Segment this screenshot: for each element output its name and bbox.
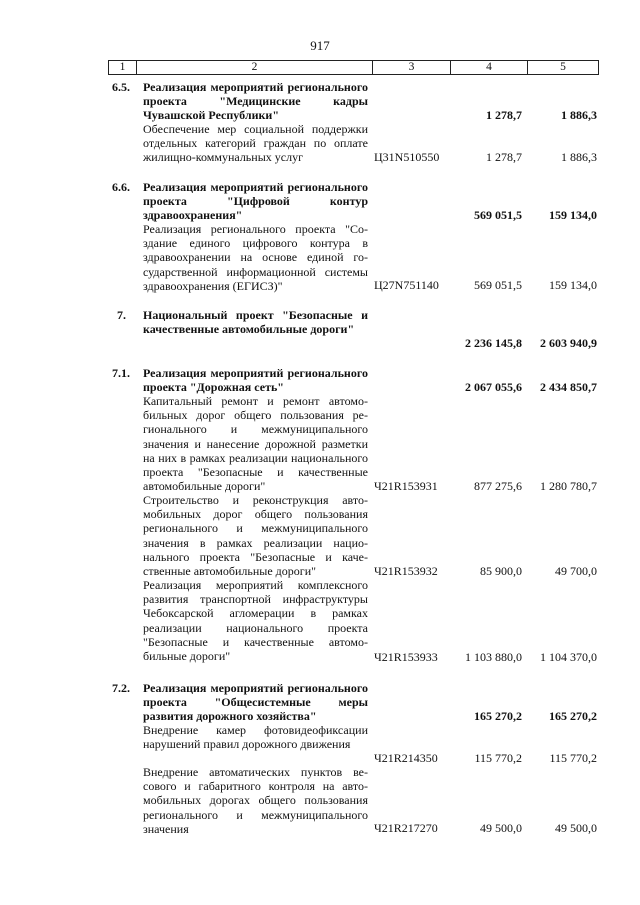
section-total-col5: 165 270,2 bbox=[549, 709, 597, 723]
page-number: 917 bbox=[310, 38, 330, 53]
section-title: Реализация мероприятий регионального проекта "Медицинские кадры Чувашской Республики" bbox=[143, 80, 368, 123]
item-value-col4: 115 770,2 bbox=[474, 751, 522, 765]
section-number: 7.2. bbox=[112, 681, 130, 695]
section-total-col4: 2 067 055,6 bbox=[465, 380, 522, 394]
item-value-col5: 159 134,0 bbox=[549, 278, 597, 292]
section-total-col4: 1 278,7 bbox=[486, 108, 522, 122]
section-title: Реализация мероприятий регионального проекта "Общесистемные меры развития дорожного хозяйства" bbox=[143, 681, 368, 724]
item-value-col5: 115 770,2 bbox=[549, 751, 597, 765]
item-code: Ц27N751140 bbox=[374, 278, 439, 292]
item-description: Обеспечение мер социальной поддержки отдельных категорий граждан по оплате жилищно-коммунальных услуг bbox=[143, 122, 368, 165]
column-header-2: 2 bbox=[136, 61, 372, 74]
item-description: Внедрение камер фотовидеофиксации нарушений правил дорожного движения bbox=[143, 723, 368, 752]
section-total-col4: 2 236 145,8 bbox=[465, 336, 522, 350]
column-header-4: 4 bbox=[450, 61, 527, 74]
section-total-col4: 569 051,5 bbox=[474, 208, 522, 222]
column-header-5: 5 bbox=[527, 61, 598, 74]
item-value-col4: 1 103 880,0 bbox=[465, 650, 522, 664]
section-number: 7.1. bbox=[112, 366, 130, 380]
item-description: Реализация мероприятий комплексного развития транспортной инфраструктуры Чебоксарской агломерации в рамках реализации национального проекта "Безопасные и качественные автомобильные дороги" bbox=[143, 578, 368, 664]
section-total-col4: 165 270,2 bbox=[474, 709, 522, 723]
item-value-col4: 1 278,7 bbox=[486, 150, 522, 164]
item-value-col5: 1 886,3 bbox=[561, 150, 597, 164]
column-header-3: 3 bbox=[372, 61, 450, 74]
item-code: Ц31N510550 bbox=[374, 150, 440, 164]
section-total-col5: 1 886,3 bbox=[561, 108, 597, 122]
column-header-1: 1 bbox=[119, 61, 126, 73]
section-title: Реализация мероприятий регионального проекта "Дорожная сеть" bbox=[143, 366, 368, 395]
item-value-col4: 85 900,0 bbox=[480, 564, 522, 578]
item-value-col4: 877 275,6 bbox=[474, 479, 522, 493]
section-number: 7. bbox=[117, 308, 126, 322]
section-total-col5: 2 603 940,9 bbox=[540, 336, 597, 350]
item-description: Внедрение автоматических пунктов весового и габаритного контроля на автомобильных дорогах общего пользования регионального и межмуниципального значения bbox=[143, 765, 368, 836]
item-value-col5: 49 500,0 bbox=[555, 821, 597, 835]
item-value-col5: 49 700,0 bbox=[555, 564, 597, 578]
item-value-col4: 49 500,0 bbox=[480, 821, 522, 835]
item-value-col4: 569 051,5 bbox=[474, 278, 522, 292]
section-total-col5: 2 434 850,7 bbox=[540, 380, 597, 394]
section-number: 6.6. bbox=[112, 180, 130, 194]
item-code: Ч21R214350 bbox=[374, 751, 438, 765]
item-code: Ч21R153932 bbox=[374, 564, 438, 578]
table-header bbox=[108, 60, 599, 75]
section-title: Реализация мероприятий регионального проекта "Цифровой контур здравоохранения" bbox=[143, 180, 368, 223]
item-code: Ч21R217270 bbox=[374, 821, 438, 835]
item-value-col5: 1 280 780,7 bbox=[540, 479, 597, 493]
item-description: Строительство и реконструкция автомобильных дорог общего пользования регионального и межмуниципального значения в рамках реализации национального проекта "Безопасные и качественные автомобильные дороги" bbox=[143, 493, 368, 579]
item-value-col5: 1 104 370,0 bbox=[540, 650, 597, 664]
item-code: Ч21R153933 bbox=[374, 650, 438, 664]
item-description: Капитальный ремонт и ремонт автомобильных дорог общего пользования регионального и межмуниципального значения и нанесение дорожной разметки на них в рамках реализации национального проекта "Безопасные и качественные автомобильные дороги" bbox=[143, 394, 368, 494]
section-title: Национальный проект "Безопасные и качественные автомобильные дороги" bbox=[143, 308, 368, 337]
section-number: 6.5. bbox=[112, 80, 130, 94]
section-total-col5: 159 134,0 bbox=[549, 208, 597, 222]
item-code: Ч21R153931 bbox=[374, 479, 438, 493]
item-description: Реализация регионального проекта "Создание единого цифрового контура в здравоохранении на основе единой государственной информационной системы здравоохранения (ЕГИСЗ)" bbox=[143, 222, 368, 293]
